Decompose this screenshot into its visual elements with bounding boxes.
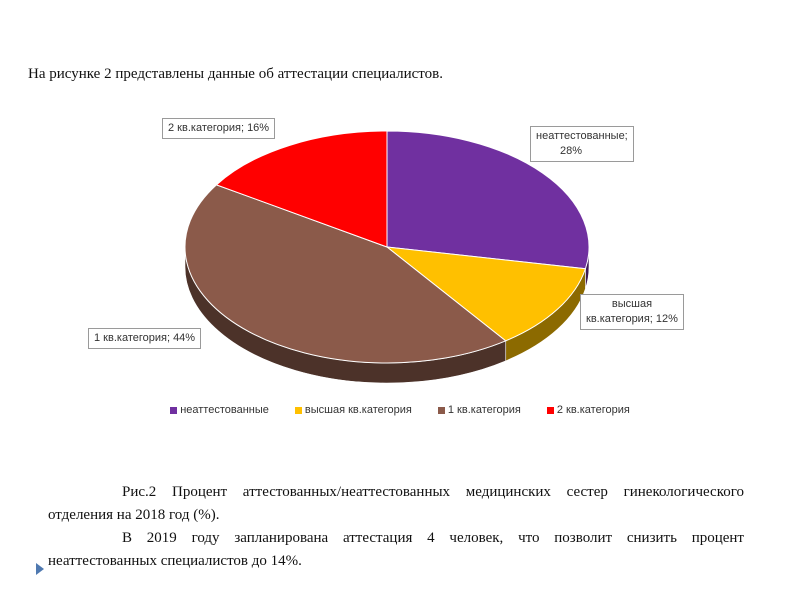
legend-swatch <box>295 407 302 414</box>
legend-label: 2 кв.категория <box>556 404 630 416</box>
legend-swatch <box>170 407 177 414</box>
legend-item-vysshaya <box>295 404 412 416</box>
caption-line-2: В 2019 году запланирована аттестация 4 человек, что позволит снизить процент неаттестованных специалистов до 14%. <box>48 530 744 569</box>
legend-item-1-kategoriya <box>438 404 521 416</box>
legend-item-neattestovannye <box>170 404 269 416</box>
data-label-2-kategoriya: 2 кв.категория; 16% <box>162 118 275 139</box>
legend-swatch <box>547 407 554 414</box>
pie-slices <box>185 131 589 363</box>
legend-label: неаттестованные <box>180 404 269 416</box>
data-label-vysshaya: высшая кв.категория; 12% <box>580 294 684 330</box>
legend-swatch <box>438 407 445 414</box>
figure-caption <box>48 481 744 573</box>
bullet-arrow-icon <box>36 563 44 575</box>
data-label-1-kategoriya: 1 кв.категория; 44% <box>88 328 201 349</box>
intro-text: На рисунке 2 представлены данные об аттестации специалистов. <box>28 66 443 82</box>
caption-line-1: Рис.2 Процент аттестованных/неаттестованных медицинских сестер гинекологического отделения на 2018 год (%). <box>48 484 744 523</box>
legend-label: 1 кв.категория <box>447 404 521 416</box>
chart-legend <box>0 404 800 416</box>
legend-label: высшая кв.категория <box>304 404 412 416</box>
data-label-neattestovannye: неаттестованные; 28% <box>530 126 634 162</box>
legend-item-2-kategoriya <box>547 404 630 416</box>
